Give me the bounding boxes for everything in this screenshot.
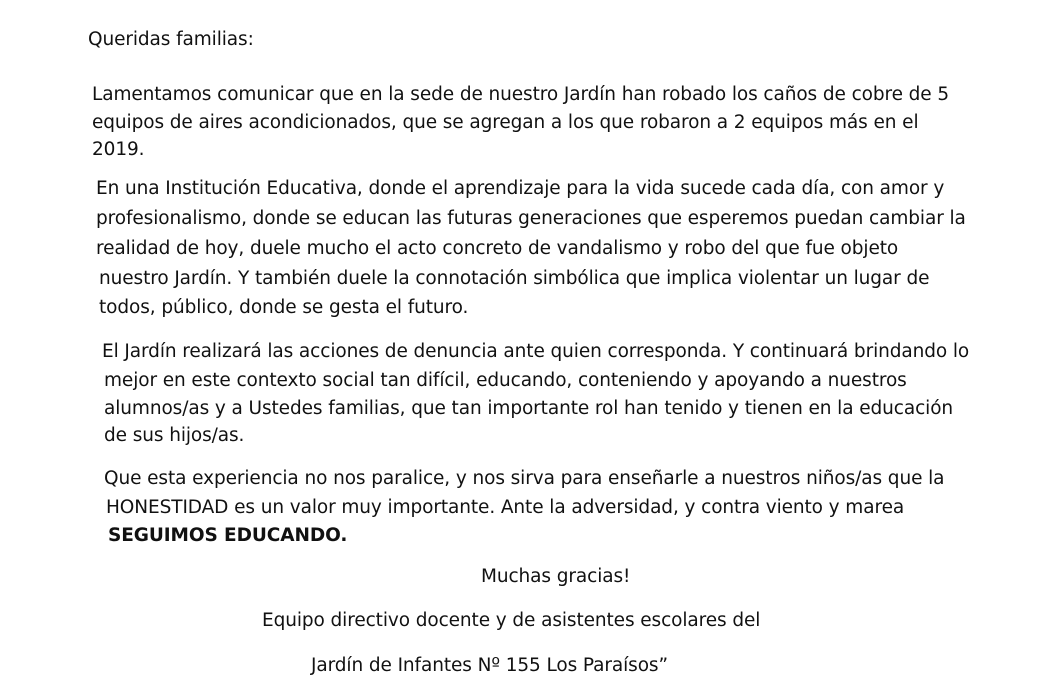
paragraph-line: Que esta experiencia no nos paralice, y nos sirva para enseñarle a nuestros niños/as que la (104, 468, 945, 489)
paragraph-line: todos, público, donde se gesta el futuro. (99, 297, 469, 318)
signature-team: Equipo directivo docente y de asistentes escolares del (262, 610, 761, 631)
greeting: Queridas familias: (88, 29, 254, 50)
paragraph-line: mejor en este contexto social tan difícil, educando, conteniendo y apoyando a nuestros (104, 370, 907, 391)
paragraph-line: nuestro Jardín. Y también duele la connotación simbólica que implica violentar un lugar de (99, 268, 930, 289)
paragraph-line: HONESTIDAD es un valor muy importante. Ante la adversidad, y contra viento y marea (106, 497, 905, 518)
paragraph-line: profesionalismo, donde se educan las futuras generaciones que esperemos puedan cambiar la (96, 208, 966, 229)
closing-thanks: Muchas gracias! (481, 566, 631, 587)
paragraph-line: En una Institución Educativa, donde el aprendizaje para la vida sucede cada día, con amor y (96, 178, 945, 199)
paragraph-line: equipos de aires acondicionados, que se agregan a los que robaron a 2 equipos más en el (92, 112, 919, 133)
paragraph-line: 2019. (92, 139, 145, 160)
paragraph-line: El Jardín realizará las acciones de denuncia ante quien corresponda. Y continuará brindando lo (102, 341, 970, 362)
signature-school: Jardín de Infantes Nº 155 Los Paraísos” (311, 655, 668, 676)
motto-line: SEGUIMOS EDUCANDO. (108, 525, 348, 546)
paragraph-line: de sus hijos/as. (104, 425, 245, 446)
paragraph-line: Lamentamos comunicar que en la sede de nuestro Jardín han robado los caños de cobre de 5 (92, 84, 950, 105)
paragraph-line: realidad de hoy, duele mucho el acto concreto de vandalismo y robo del que fue objeto (96, 238, 899, 259)
paragraph-line: alumnos/as y a Ustedes familias, que tan importante rol han tenido y tienen en la educación (104, 398, 954, 419)
